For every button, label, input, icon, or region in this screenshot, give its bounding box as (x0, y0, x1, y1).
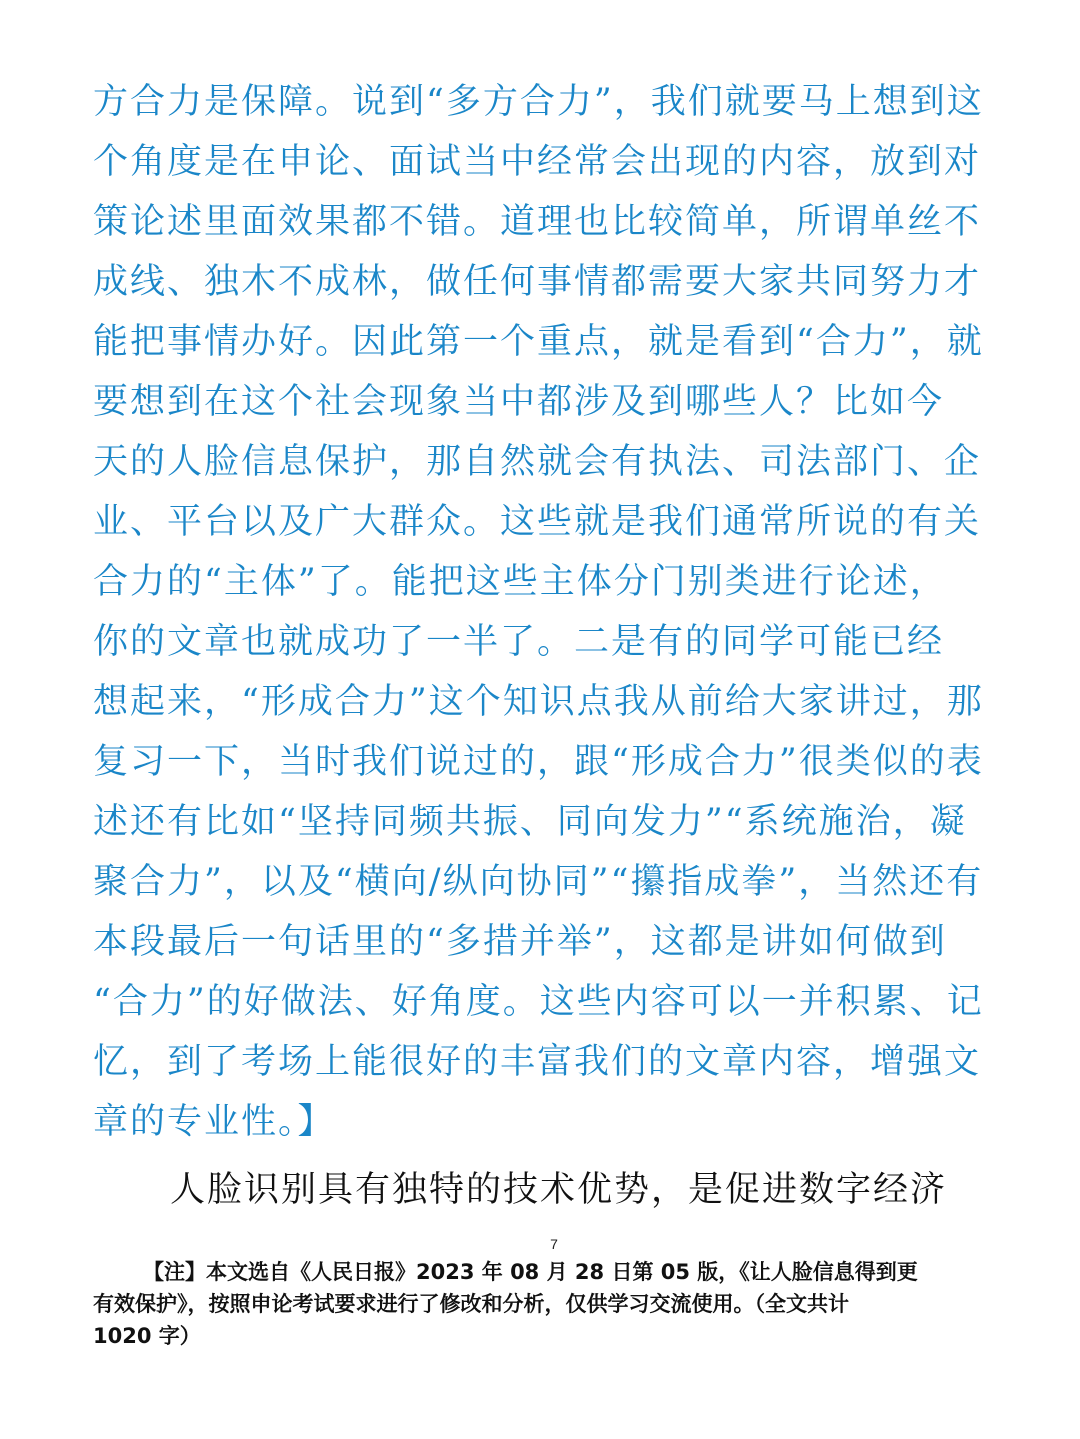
commentary-line: 本段最后一句话里的“多措并举”，这都是讲如何做到 (93, 922, 947, 962)
footnote-line: 1020 字） (93, 1324, 201, 1348)
commentary-line: 方合力是保障。说到“多方合力”，我们就要马上想到这 (93, 82, 984, 122)
commentary-line: 合力的“主体”了。能把这些主体分门别类进行论述， (93, 562, 947, 602)
commentary-line: 业、平台以及广大群众。这些就是我们通常所说的有关 (93, 502, 982, 542)
commentary-line: 个角度是在申论、面试当中经常会出现的内容，放到对 (93, 142, 982, 182)
commentary-line: 能把事情办好。因此第一个重点，就是看到“合力”，就 (93, 322, 984, 362)
commentary-paragraph (93, 72, 993, 1152)
body-text-line: 人脸识别具有独特的技术优势，是促进数字经济 (170, 1170, 948, 1210)
footnote-line: 有效保护》，按照申论考试要求进行了修改和分析，仅供学习交流使用。（全文共计 (93, 1292, 849, 1316)
commentary-line: 章的专业性。】 (93, 1102, 335, 1142)
commentary-line: 你的文章也就成功了一半了。二是有的同学可能已经 (93, 622, 945, 662)
commentary-line: “合力”的好做法、好角度。这些内容可以一并积累、记 (93, 982, 984, 1022)
commentary-line: 聚合力”，以及“横向/纵向协同”“攥指成拳”，当然还有 (93, 862, 984, 902)
commentary-line: 想起来，“形成合力”这个知识点我从前给大家讲过，那 (93, 682, 984, 722)
footnote-line: 【注】本文选自《人民日报》2023 年 08 月 28 日第 05 版，《让人脸信息得到更 (143, 1260, 918, 1284)
commentary-line: 复习一下，当时我们说过的，跟“形成合力”很类似的表 (93, 742, 984, 782)
footnote (93, 1256, 993, 1352)
commentary-line: 忆，到了考场上能很好的丰富我们的文章内容，增强文 (93, 1042, 982, 1082)
commentary-line: 策论述里面效果都不错。道理也比较简单，所谓单丝不 (93, 202, 982, 242)
commentary-line: 述还有比如“坚持同频共振、同向发力”“系统施治，凝 (93, 802, 967, 842)
commentary-line: 成线、独木不成林，做任何事情都需要大家共同努力才 (93, 262, 982, 302)
page-number: 7 (550, 1236, 558, 1252)
commentary-line: 天的人脸信息保护，那自然就会有执法、司法部门、企 (93, 442, 982, 482)
commentary-line: 要想到在这个社会现象当中都涉及到哪些人？比如今 (93, 382, 945, 422)
